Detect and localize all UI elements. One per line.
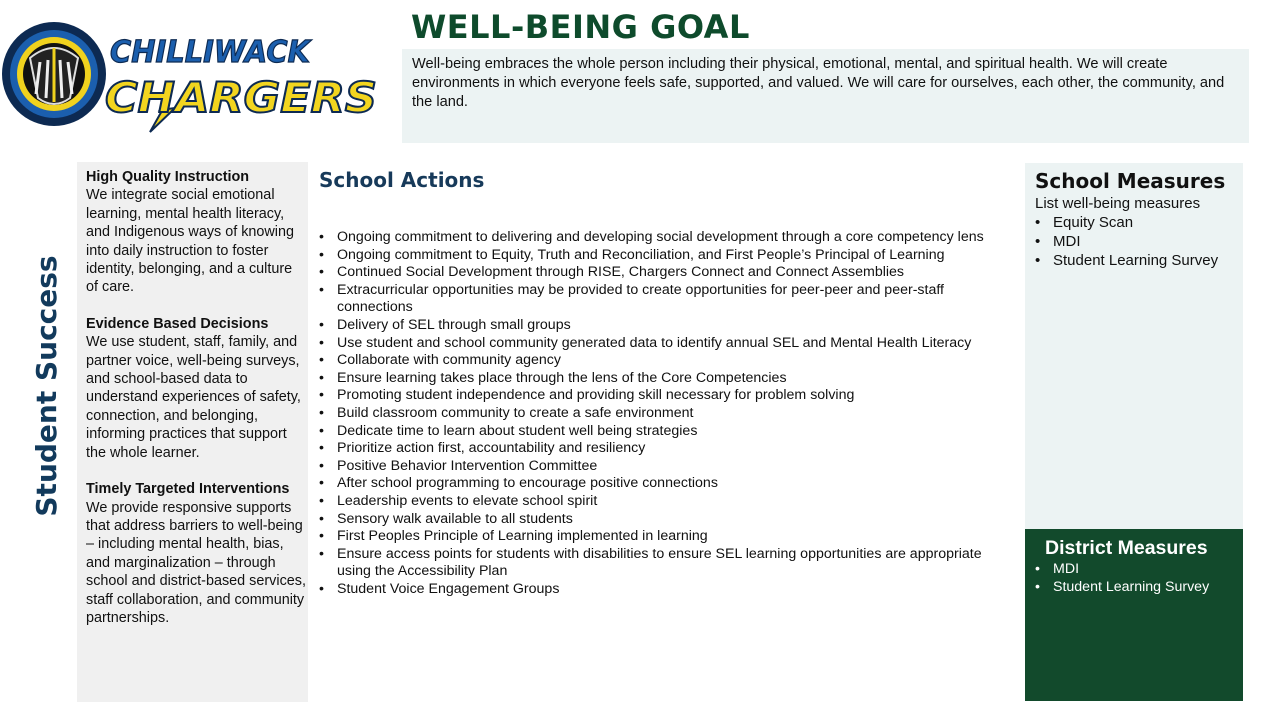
school-measures-panel xyxy=(1025,163,1243,534)
strategy-body: We provide responsive supports that address barriers to well-being – including mental health, bias, and marginalization – through school and district-based services, staff collaboration, and community partnerships. xyxy=(86,499,306,626)
strategy-heading: Timely Targeted Interventions xyxy=(86,481,290,498)
school-actions-title: School Actions xyxy=(319,168,485,192)
strategy-heading: Evidence Based Decisions xyxy=(86,315,269,332)
action-item: • Student Voice Engagement Groups xyxy=(319,581,1019,599)
logo-text-chilliwack: CHILLIWACK xyxy=(110,35,313,70)
district-measures-title: District Measures xyxy=(1045,537,1208,559)
strategy-body: We integrate social emotional learning, mental health literacy, and Indigenous ways of knowing into daily instruction to foster identity, belonging, and a culture of care. xyxy=(86,187,295,296)
school-measures-list xyxy=(1035,213,1243,270)
action-item: • Ongoing commitment to delivering and developing social development through a core competency lens xyxy=(319,229,1019,247)
action-item: • Extracurricular opportunities may be provided to create opportunities for peer-peer and peer-staff connections xyxy=(319,282,1019,317)
charger-emblem-icon xyxy=(2,22,106,126)
action-item: • Prioritize action first, accountability and resiliency xyxy=(319,440,1019,458)
action-item: • Use student and school community generated data to identify annual SEL and Mental Health Literacy xyxy=(319,335,1019,353)
student-success-label: Student Success xyxy=(30,255,63,517)
action-item: • Ongoing commitment to Equity, Truth and Reconciliation, and First People’s Principal of Learning xyxy=(319,247,1019,265)
strategy-body: We use student, staff, family, and partner voice, well-being surveys, and school-based data to understand experiences of safety, connection, and belonging, informing practices that support the whole learner. xyxy=(86,334,301,461)
action-item: • Promoting student independence and providing skill necessary for problem solving xyxy=(319,387,1019,405)
district-measures-list xyxy=(1035,561,1209,596)
school-measures-title: School Measures xyxy=(1035,169,1226,193)
chilliwack-chargers-logo xyxy=(0,18,385,136)
measure-item: • Equity Scan xyxy=(1035,213,1243,232)
logo-text-chargers: CHARGERS xyxy=(105,73,377,122)
measure-item: • MDI xyxy=(1035,561,1209,579)
district-measures-panel xyxy=(1025,529,1243,701)
goal-description: Well-being embraces the whole person including their physical, emotional, mental, and spiritual health. We will create environments in which everyone feels safe, supported, and valued. We will care for ourselves, each other, the community, and the land. xyxy=(402,49,1249,143)
strategy-heading: High Quality Instruction xyxy=(86,169,250,185)
school-actions-list xyxy=(319,229,1019,598)
action-item: • Delivery of SEL through small groups xyxy=(319,317,1019,335)
action-item: • Sensory walk available to all students xyxy=(319,511,1019,529)
action-item: • Dedicate time to learn about student well being strategies xyxy=(319,423,1019,441)
action-item: • Ensure access points for students with disabilities to ensure SEL learning opportunities are appropriate using the Accessibility Plan xyxy=(319,546,1019,581)
strategy-high-quality-instruction xyxy=(86,168,308,297)
action-item: • Leadership events to elevate school spirit xyxy=(319,493,1019,511)
measure-item: • Student Learning Survey xyxy=(1035,251,1243,270)
strategy-panel xyxy=(77,162,308,702)
action-item: • After school programming to encourage positive connections xyxy=(319,475,1019,493)
strategy-timely-targeted-interventions xyxy=(86,480,308,627)
action-item: • First Peoples Principle of Learning implemented in learning xyxy=(319,528,1019,546)
action-item: • Collaborate with community agency xyxy=(319,352,1019,370)
page-title: WELL-BEING GOAL xyxy=(411,8,750,46)
action-item: • Ensure learning takes place through the lens of the Core Competencies xyxy=(319,370,1019,388)
measure-item: • MDI xyxy=(1035,232,1243,251)
school-measures-subtitle: List well-being measures xyxy=(1035,195,1201,212)
action-item: • Positive Behavior Intervention Committee xyxy=(319,458,1019,476)
action-item: • Continued Social Development through RISE, Chargers Connect and Connect Assemblies xyxy=(319,264,1019,282)
action-item: • Build classroom community to create a safe environment xyxy=(319,405,1019,423)
strategy-evidence-based-decisions xyxy=(86,315,308,462)
measure-item: • Student Learning Survey xyxy=(1035,579,1209,597)
